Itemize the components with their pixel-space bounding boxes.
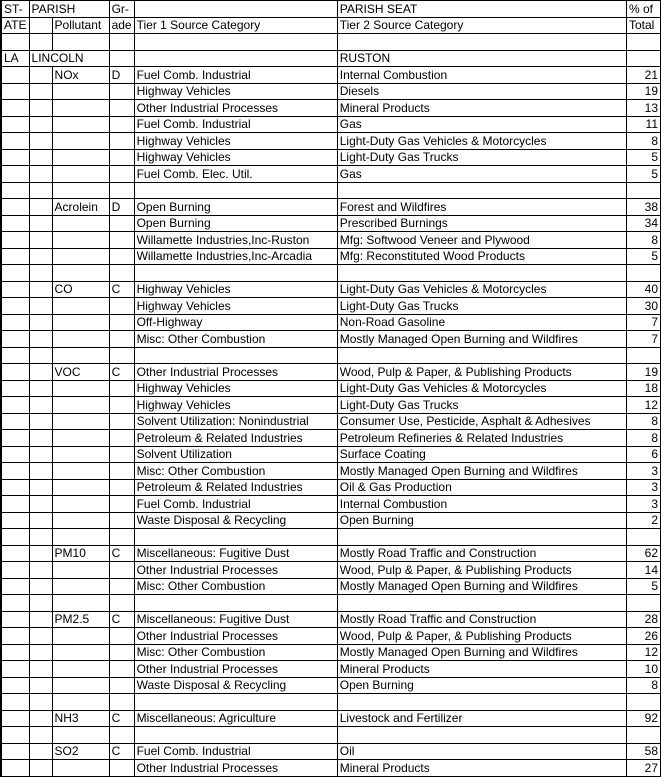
tier2-cell: Light-Duty Gas Trucks	[337, 397, 626, 414]
tier2-cell: Mfg: Softwood Veneer and Plywood	[337, 232, 626, 249]
pct-cell: 12	[626, 644, 660, 661]
tier1-cell: Willamette Industries,Inc-Ruston	[134, 232, 337, 249]
tier1-cell: Other Industrial Processes	[134, 100, 337, 117]
table-row	[1, 83, 661, 100]
tier1-cell: Solvent Utilization: Nonindustrial	[134, 413, 337, 430]
pct-cell: 5	[626, 248, 660, 265]
pct-cell: 28	[626, 611, 660, 628]
grade-cell: D	[109, 199, 134, 216]
table-row	[1, 578, 661, 595]
pollutant-cell: NH3	[52, 710, 109, 727]
header-blank-parish	[29, 17, 52, 34]
tier2-cell: Mostly Managed Open Burning and Wildfires	[337, 331, 626, 348]
tier1-cell: Fuel Comb. Industrial	[134, 116, 337, 133]
tier2-cell: Petroleum Refineries & Related Industries	[337, 430, 626, 447]
tier2-cell: Open Burning	[337, 677, 626, 694]
tier2-cell: Mineral Products	[337, 760, 626, 777]
pct-cell: 34	[626, 215, 660, 232]
tier2-cell: Mostly Managed Open Burning and Wildfires	[337, 644, 626, 661]
pct-cell: 13	[626, 100, 660, 117]
tier1-cell: Other Industrial Processes	[134, 364, 337, 381]
tier1-cell: Miscellaneous: Fugitive Dust	[134, 545, 337, 562]
tier2-cell: Gas	[337, 116, 626, 133]
table-row	[1, 298, 661, 315]
tier2-cell: Prescribed Burnings	[337, 215, 626, 232]
grade-cell: C	[109, 281, 134, 298]
tier2-cell: Internal Combustion	[337, 67, 626, 84]
pct-cell: 10	[626, 661, 660, 678]
table-row	[1, 710, 661, 727]
tier2-cell: Mineral Products	[337, 661, 626, 678]
header-pollutant: Pollutant	[52, 17, 109, 34]
tier1-cell: Misc: Other Combustion	[134, 463, 337, 480]
spacer-row	[1, 529, 661, 546]
tier1-cell: Highway Vehicles	[134, 380, 337, 397]
table-row	[1, 463, 661, 480]
tier1-cell: Other Industrial Processes	[134, 760, 337, 777]
header-tier2: Tier 2 Source Category	[337, 17, 626, 34]
header-parish-seat: PARISH SEAT	[337, 1, 626, 18]
tier2-cell: Wood, Pulp & Paper, & Publishing Products	[337, 562, 626, 579]
spacer-row	[1, 265, 661, 282]
tier1-cell: Willamette Industries,Inc-Arcadia	[134, 248, 337, 265]
tier2-cell: Gas	[337, 166, 626, 183]
tier1-cell: Fuel Comb. Elec. Util.	[134, 166, 337, 183]
pct-cell: 5	[626, 166, 660, 183]
table-row	[1, 281, 661, 298]
spacer-row	[1, 34, 661, 51]
table-row	[1, 413, 661, 430]
tier1-cell: Highway Vehicles	[134, 133, 337, 150]
tier2-cell: Light-Duty Gas Vehicles & Motorcycles	[337, 281, 626, 298]
spacer-row	[1, 182, 661, 199]
tier2-cell: Consumer Use, Pesticide, Asphalt & Adhesives	[337, 413, 626, 430]
pollutant-cell: PM2.5	[52, 611, 109, 628]
pct-cell: 11	[626, 116, 660, 133]
tier1-cell: Misc: Other Combustion	[134, 331, 337, 348]
table-row	[1, 199, 661, 216]
table-row	[1, 661, 661, 678]
tier1-cell: Solvent Utilization	[134, 446, 337, 463]
pct-cell: 12	[626, 397, 660, 414]
table-row	[1, 314, 661, 331]
grade-cell: C	[109, 710, 134, 727]
tier1-cell: Highway Vehicles	[134, 281, 337, 298]
table-row	[1, 677, 661, 694]
tier2-cell: Mostly Road Traffic and Construction	[337, 611, 626, 628]
pct-cell: 8	[626, 413, 660, 430]
spacer-row	[1, 595, 661, 612]
tier2-cell: Internal Combustion	[337, 496, 626, 513]
tier2-cell: Mostly Managed Open Burning and Wildfires	[337, 463, 626, 480]
table-row	[1, 446, 661, 463]
pollutant-cell: SO2	[52, 743, 109, 760]
tier2-cell: Oil & Gas Production	[337, 479, 626, 496]
pct-cell: 21	[626, 67, 660, 84]
tier1-cell: Open Burning	[134, 199, 337, 216]
pct-cell: 38	[626, 199, 660, 216]
table-row	[1, 380, 661, 397]
table-row	[1, 562, 661, 579]
header-pct-bottom: Total	[626, 17, 660, 34]
parish-cell: LINCOLN	[29, 50, 109, 67]
tier1-cell: Highway Vehicles	[134, 298, 337, 315]
pct-cell: 18	[626, 380, 660, 397]
tier2-cell: Light-Duty Gas Vehicles & Motorcycles	[337, 380, 626, 397]
header-blank	[134, 1, 337, 18]
tier2-cell: Mostly Managed Open Burning and Wildfires	[337, 578, 626, 595]
parish-seat-cell: RUSTON	[337, 50, 626, 67]
tier1-cell: Off-Highway	[134, 314, 337, 331]
pollutant-cell: Acrolein	[52, 199, 109, 216]
table-row	[1, 628, 661, 645]
tier1-cell: Fuel Comb. Industrial	[134, 743, 337, 760]
spacer-row	[1, 694, 661, 711]
spacer-row	[1, 347, 661, 364]
tier1-cell: Miscellaneous: Fugitive Dust	[134, 611, 337, 628]
table-row	[1, 496, 661, 513]
table-row	[1, 166, 661, 183]
tier1-cell: Fuel Comb. Industrial	[134, 496, 337, 513]
table-row	[1, 430, 661, 447]
tier2-cell: Open Burning	[337, 512, 626, 529]
location-row	[1, 50, 661, 67]
pct-cell: 7	[626, 314, 660, 331]
table-row	[1, 100, 661, 117]
header-parish: PARISH	[29, 1, 109, 18]
pct-cell: 8	[626, 430, 660, 447]
tier1-cell: Miscellaneous: Agriculture	[134, 710, 337, 727]
pct-cell: 26	[626, 628, 660, 645]
header-row-2	[1, 17, 661, 34]
header-pct-top: % of	[626, 1, 660, 18]
pct-cell: 5	[626, 149, 660, 166]
pct-cell: 92	[626, 710, 660, 727]
table-row	[1, 479, 661, 496]
grade-cell: C	[109, 364, 134, 381]
tier2-cell: Forest and Wildfires	[337, 199, 626, 216]
grade-cell: C	[109, 611, 134, 628]
table-row	[1, 760, 661, 777]
tier1-cell: Misc: Other Combustion	[134, 644, 337, 661]
table-row	[1, 364, 661, 381]
tier1-cell: Waste Disposal & Recycling	[134, 677, 337, 694]
tier1-cell: Petroleum & Related Industries	[134, 479, 337, 496]
tier1-cell: Highway Vehicles	[134, 397, 337, 414]
spacer-row	[1, 727, 661, 744]
pct-cell: 5	[626, 578, 660, 595]
tier2-cell: Oil	[337, 743, 626, 760]
tier1-cell: Other Industrial Processes	[134, 562, 337, 579]
header-state-top: ST-	[1, 1, 29, 18]
table-row	[1, 331, 661, 348]
tier1-cell: Misc: Other Combustion	[134, 578, 337, 595]
table-row	[1, 215, 661, 232]
tier2-cell: Surface Coating	[337, 446, 626, 463]
tier1-cell: Petroleum & Related Industries	[134, 430, 337, 447]
tier2-cell: Livestock and Fertilizer	[337, 710, 626, 727]
pct-cell: 3	[626, 479, 660, 496]
tier2-cell: Non-Road Gasoline	[337, 314, 626, 331]
pct-cell: 27	[626, 760, 660, 777]
grade-cell: C	[109, 545, 134, 562]
pct-cell: 3	[626, 496, 660, 513]
tier2-cell: Wood, Pulp & Paper, & Publishing Products	[337, 364, 626, 381]
header-grade-top: Gr-	[109, 1, 134, 18]
tier2-cell: Mostly Road Traffic and Construction	[337, 545, 626, 562]
table-row	[1, 743, 661, 760]
tier2-cell: Light-Duty Gas Trucks	[337, 298, 626, 315]
pct-cell: 19	[626, 364, 660, 381]
tier2-cell: Light-Duty Gas Vehicles & Motorcycles	[337, 133, 626, 150]
table-row	[1, 397, 661, 414]
pct-cell: 30	[626, 298, 660, 315]
tier1-cell: Fuel Comb. Industrial	[134, 67, 337, 84]
pct-cell: 7	[626, 331, 660, 348]
pct-cell: 40	[626, 281, 660, 298]
table-row	[1, 116, 661, 133]
pollutant-cell: CO	[52, 281, 109, 298]
tier2-cell: Diesels	[337, 83, 626, 100]
pollutant-cell: VOC	[52, 364, 109, 381]
pct-cell: 19	[626, 83, 660, 100]
tier1-cell: Highway Vehicles	[134, 83, 337, 100]
table-row	[1, 248, 661, 265]
table-row	[1, 67, 661, 84]
tier2-cell: Wood, Pulp & Paper, & Publishing Products	[337, 628, 626, 645]
table-row	[1, 149, 661, 166]
pct-cell: 62	[626, 545, 660, 562]
header-tier1: Tier 1 Source Category	[134, 17, 337, 34]
table-row	[1, 644, 661, 661]
table-row	[1, 545, 661, 562]
table-row	[1, 133, 661, 150]
tier1-cell: Other Industrial Processes	[134, 661, 337, 678]
emissions-table-body	[1, 1, 661, 777]
pct-cell: 6	[626, 446, 660, 463]
table-row	[1, 512, 661, 529]
pollutant-cell: NOx	[52, 67, 109, 84]
header-grade-bottom: ade	[109, 17, 134, 34]
pct-cell: 8	[626, 133, 660, 150]
tier2-cell: Mineral Products	[337, 100, 626, 117]
tier1-cell: Highway Vehicles	[134, 149, 337, 166]
pct-cell: 3	[626, 463, 660, 480]
pct-cell: 8	[626, 232, 660, 249]
tier2-cell: Mfg: Reconstituted Wood Products	[337, 248, 626, 265]
header-row-1	[1, 1, 661, 18]
table-row	[1, 611, 661, 628]
pct-cell: 14	[626, 562, 660, 579]
pollutant-cell: PM10	[52, 545, 109, 562]
pct-cell: 2	[626, 512, 660, 529]
tier1-cell: Waste Disposal & Recycling	[134, 512, 337, 529]
table-row	[1, 232, 661, 249]
tier1-cell: Other Industrial Processes	[134, 628, 337, 645]
header-state-bottom: ATE	[1, 17, 29, 34]
tier1-cell: Open Burning	[134, 215, 337, 232]
state-cell: LA	[1, 50, 29, 67]
grade-cell: C	[109, 743, 134, 760]
tier2-cell: Light-Duty Gas Trucks	[337, 149, 626, 166]
pct-cell: 58	[626, 743, 660, 760]
grade-cell: D	[109, 67, 134, 84]
pct-cell: 8	[626, 677, 660, 694]
